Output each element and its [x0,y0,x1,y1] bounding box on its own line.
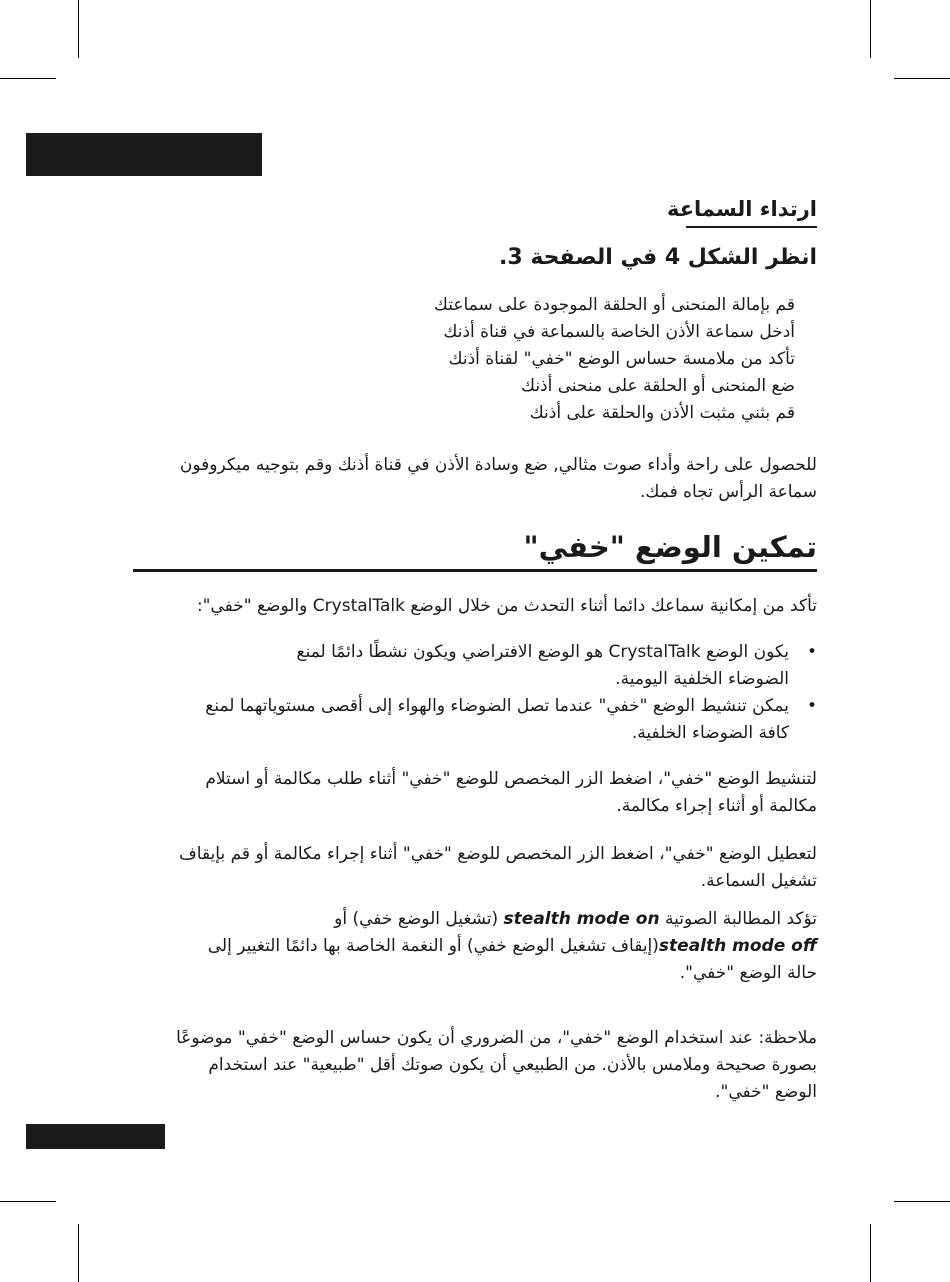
wear-step: ضع المنحنى أو الحلقة على منحنى أذنك [521,376,795,396]
header-bar [26,133,262,176]
crop-mark-bottom-right-horizontal [894,1201,950,1202]
crop-mark-bottom-left-horizontal [0,1201,56,1202]
heading-stealth-text: تمكين الوضع "خفي" [523,530,817,564]
stealth-off-phrase: stealth mode off [658,936,817,956]
activate-line: مكالمة أو أثناء إجراء مكالمة. [616,796,817,816]
intro-text: تأكد من إمكانية سماعك دائما أثناء التحدث من خلال الوضع CrystalTalk والوضع "خفي": [196,596,817,616]
deactivate-instructions [133,841,817,895]
wear-step: أدخل سماعة الأذن الخاصة بالسماعة في قناة أذنك [443,322,795,342]
heading-stealth-rule [133,569,817,572]
crop-mark-top-right-horizontal [894,78,950,79]
deactivate-line: تشغيل السماعة. [700,871,817,891]
crop-mark-bottom-right-vertical [870,1224,871,1282]
comfort-tip-line: سماعة الرأس تجاه فمك. [640,482,817,502]
crop-mark-top-left-vertical [78,0,79,58]
comfort-tip [133,452,817,506]
heading-wear-text: ارتداء السماعة [666,197,817,221]
crop-mark-top-left-horizontal [0,78,56,79]
note-line: بصورة صحيحة وملامس بالأذن. من الطبيعي أن يكون صوتك أقل "طبيعية" عند استخدام [208,1055,817,1075]
see-figure-text: انظر الشكل 4 في الصفحة 3. [499,245,817,270]
see-figure [133,245,817,270]
list-item: • يكون الوضع CrystalTalk هو الوضع الافتراضي ويكون نشطًا دائمًا لمنع الضوضاء الخلفية اليومية. [160,639,817,693]
crop-mark-bottom-left-vertical [78,1224,79,1282]
footer-bar [26,1124,165,1149]
voice-prompt-confirmation: تؤكد المطالبة الصوتية stealth mode on (تشغيل الوضع خفي) أو stealth mode off(إيقاف تشغيل الوضع خفي) أو النغمة الخاصة بها دائمًا التغيير إلى حالة الوضع "خفي". [207,909,817,983]
heading-stealth [133,530,817,564]
wear-step: تأكد من ملامسة حساس الوضع "خفي" لقناة أذنك [448,349,795,369]
note [133,1025,817,1106]
comfort-tip-line: للحصول على راحة وأداء صوت مثالي, ضع وسادة الأذن في قناة أذنك وقم بتوجيه ميكروفون [179,455,817,475]
heading-wear [133,197,817,221]
feature-list [160,639,817,747]
note-line: ملاحظة: عند استخدام الوضع "خفي"، من الضروري أن يكون حساس الوضع "خفي" موضوعًا [176,1028,817,1048]
stealth-on-phrase: stealth mode on [503,909,660,929]
heading-wear-underline [686,226,817,228]
deactivate-line: لتعطيل الوضع "خفي"، اضغط الزر المخصص للوضع "خفي" أثناء إجراء مكالمة أو قم بإيقاف [179,844,817,864]
list-item: • يمكن تنشيط الوضع "خفي" عندما تصل الضوضاء والهواء إلى أقصى مستوياتهما لمنع كافة الضوضاء الخلفية. [160,693,817,747]
wear-step: قم بثني مثبت الأذن والحلقة على أذنك [529,403,795,423]
wear-steps [300,292,795,427]
crop-mark-top-right-vertical [870,0,871,58]
activate-instructions [133,766,817,820]
note-line: الوضع "خفي". [715,1082,817,1102]
intro [133,593,817,620]
activate-line: لتنشيط الوضع "خفي"، اضغط الزر المخصص للوضع "خفي" أثناء طلب مكالمة أو استلام [205,769,817,789]
wear-step: قم بإمالة المنحنى أو الحلقة الموجودة على سماعتك [433,295,795,315]
